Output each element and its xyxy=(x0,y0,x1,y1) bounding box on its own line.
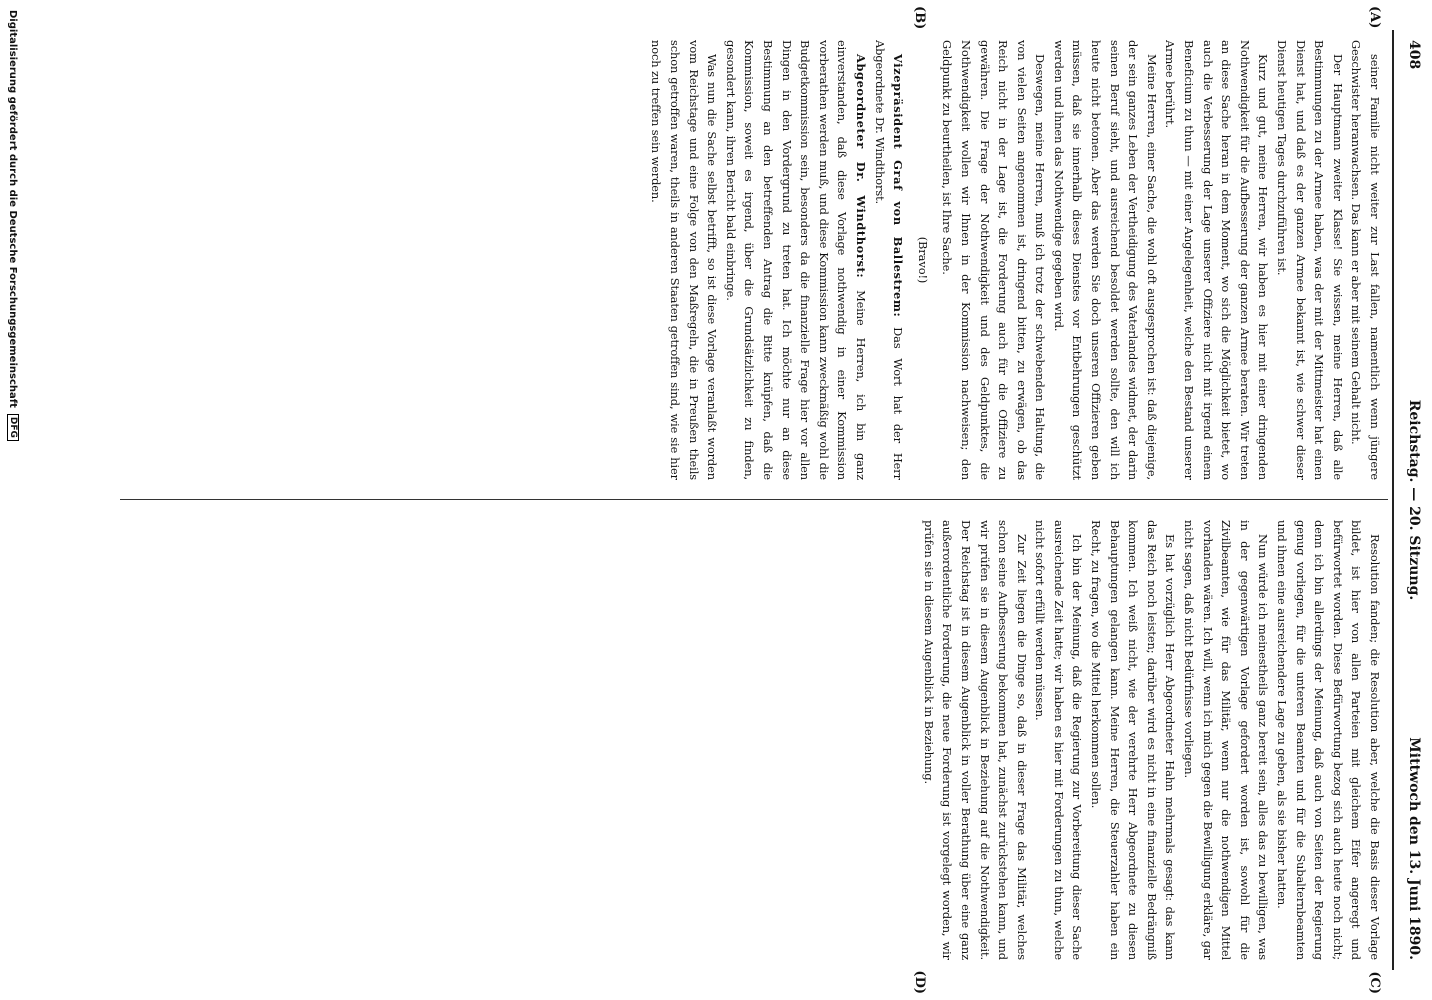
paragraph xyxy=(1272,40,1346,480)
footer-text: Digitalisierung gefördert durch die Deutsche Forschungsgemeinschaft xyxy=(7,10,19,408)
paragraph xyxy=(721,40,870,480)
paragraph xyxy=(919,520,1031,960)
header-rule xyxy=(1392,30,1394,970)
paragraph-text: seiner Familie nicht weiter zur Last fallen, namentlich wenn jüngere Geschwister heranwachsen. Das kann er aber mit seinem Gehalt nicht. xyxy=(1349,40,1382,480)
paragraph: (Bravo!) xyxy=(915,236,930,284)
margin-mark-d: (D) xyxy=(912,970,927,994)
paragraph-text: Meine Herren, einer Sache, die wohl oft ausgesprochen ist: daß diejenige, der sein ganzes Leben der Vertheidigung des Vaterlandes widmet, der darin seinen Beruf sieht, und ausreichend besoldet werden sollte, den will ich heute nicht betonen. Aber das werden Sie doch unseren Offizieren geben müssen, daß sie innerhalb dieses Dienstes vor Entbehrungen geschützt werden und ihnen das Nothwendige gegeben wird. xyxy=(1051,40,1159,480)
paragraph-text: Meine Herren, ich bin ganz einverstanden, daß diese Vorlage nothwendig in einer Kommission vorberathen werden muß, und diese Kommission kann zweckmäßig wohl die Budgetkommission sein, besonders da die finanzielle Frage hier vor allen Dingen in den Vordergrund zu treten hat. Ich möchte nur an diese Bestimmung an den betreffenden Antrag die Bitte knüpfen, daß die Kommission, soweit es irgend, über die Grundsätzlichkeit zu finden, gesondert kann, ihren Bericht bald einbringe. xyxy=(723,40,868,480)
paragraph xyxy=(1179,520,1272,960)
speaker-name: Abgeordneter Dr. Windthorst: xyxy=(853,54,868,279)
paragraph-text: Zur Zeit liegen die Dinge so, daß in dieser Frage das Militär, welches schon seine Aufbesserung bekommen hat, zunächst zurückstehen kann, und wir prüfen sie in diesem Augenblick in Beziehung auf die Nothwendigkeit. Der Reichstag ist in diesem Augenblick in voller Berathung über eine ganz außerordentliche Forderung, die neue Forderung ist vorgelegt worden, wir prüfen sie in diesem Augenblick in Beziehung. xyxy=(921,520,1029,960)
paragraph xyxy=(1272,520,1384,960)
paragraph xyxy=(1031,520,1087,960)
paragraph-text: Deswegen, meine Herren, muß ich trotz der schwebenden Haltung, die von vielen Seiten angenommen ist, dringend bitten, zu erwägen, ob das Reich nicht in der Lage ist, die Forderung auch für die Offiziere zu gewähren. Die Frage der Nothwendigkeit und des Geldpunktes, die Nothwendigkeit wollen wir Ihnen in der Kommission nachweisen; den Geldpunkt zu beurtheilen, ist Ihre Sache. xyxy=(940,40,1048,480)
paragraph xyxy=(938,40,1050,480)
paragraph xyxy=(1049,40,1161,480)
speaker-name: Vizepräsident Graf von Ballestrem: xyxy=(891,54,906,318)
paragraph xyxy=(1087,520,1180,960)
page-number: 408 xyxy=(1406,40,1422,70)
paragraph xyxy=(1347,40,1384,480)
margin-mark-a: (A) xyxy=(1367,6,1382,29)
paragraph-text: Resolution fanden; die Resolution aber, welche die Basis dieser Vorlage bildet, ist hier von allen Parteien mit gleichem Eifer angeregt und befürwortet worden. Diese Befürwortung bezog sich auch heute noch nicht; denn ich bin allerdings der Meinung, daß auch von Seiten der Regierung genug vorliegen, für die unteren Beamten und für die Subalternbeamten und ihnen eine ausreichendere Lage zu geben, als sie bisher hatten. xyxy=(1275,520,1382,960)
dfg-logo: DFG xyxy=(7,414,19,441)
paragraph-text: Nun würde ich meinestheils ganz bereit sein, alles das zu bewilligen, was in der gegenwärtigen Vorlage gefordert worden ist, sowohl für die Zivilbeamten, wie für das Militär, wenn nur die nothwendigen Mittel vorhanden wären. Ich will, wenn ich mich gegen die Bewilligung erkläre, gar nicht sagen, daß nicht Bedürfnisse vorliegen. xyxy=(1182,520,1271,960)
margin-mark-b: (B) xyxy=(912,6,927,30)
page-title: Reichstag. — 20. Sitzung. xyxy=(1406,399,1422,601)
page-date: Mittwoch den 13. Juni 1890. xyxy=(1406,737,1422,960)
left-text-column xyxy=(120,40,1384,480)
paragraph-text: Ich bin der Meinung, daß die Regierung zur Vorbereitung dieser Sache ausreichende Zeit hatte; wir haben es hier mit Forderungen zu thun, welche nicht sofort erfüllt werden müssen. xyxy=(1033,520,1085,960)
paragraph xyxy=(870,40,907,480)
paragraph-text: Kurz und gut, meine Herren, wir haben es hier mit einer dringenden Nothwendigkeit für die Aufbesserung der ganzen Armee beraten. Wir treten an diese Sache heran in dem Moment, wo sich die Möglichkeit bietet, wo auch die Verbesserung der Lage unserer Offiziere nicht mit irgend einem Beneficium zu thun — mit einer Angelegenheit, welche den Bestand unserer Armee berührt. xyxy=(1163,40,1271,480)
right-text-column xyxy=(120,520,1384,960)
digitization-footer xyxy=(4,10,22,990)
paragraph-text: Das Wort hat der Herr Abgeordnete Dr. Windthorst. xyxy=(872,40,906,480)
page-header xyxy=(1396,0,1432,1000)
paragraph-text: Der Hauptmann zweiter Klasse! Sie wissen, meine Herren, daß alle Bestimmungen zu der Armee haben, was der mit der Mittmeister hat einen Dienst hat, und daß es der ganzen Armee bekannt ist, wie schwer dieser Dienst heutigen Tages durchzuführen ist. xyxy=(1275,40,1345,480)
paragraph xyxy=(647,40,721,480)
margin-mark-c: (C) xyxy=(1367,971,1382,994)
column-divider xyxy=(120,499,1388,500)
paragraph-text: Was nun die Sache selbst betrifft, so ist diese Vorlage veranlaßt worden vom Reichstage und eine Folge von den Maßregeln, die in Preußen theils schon getroffen waren, theils in anderen Staaten getroffen sind, wie sie hier noch zu treffen sein werden. xyxy=(649,40,720,480)
paragraph xyxy=(1161,40,1273,480)
paragraph-text: Es hat vorzüglich Herr Abgeordneter Hahn mehrmals gesagt: das kann das Reich noch leisten; darüber wird es nicht in eine finanzielle Bedrängniß kommen. Ich weiß nicht, wie der verehrte Herr Abgeordnete zu diesen Behauptungen gelangen kann. Meine Herren, die Steuerzahler haben ein Recht, zu fragen, wo die Mittel herkommen sollen. xyxy=(1089,520,1178,960)
